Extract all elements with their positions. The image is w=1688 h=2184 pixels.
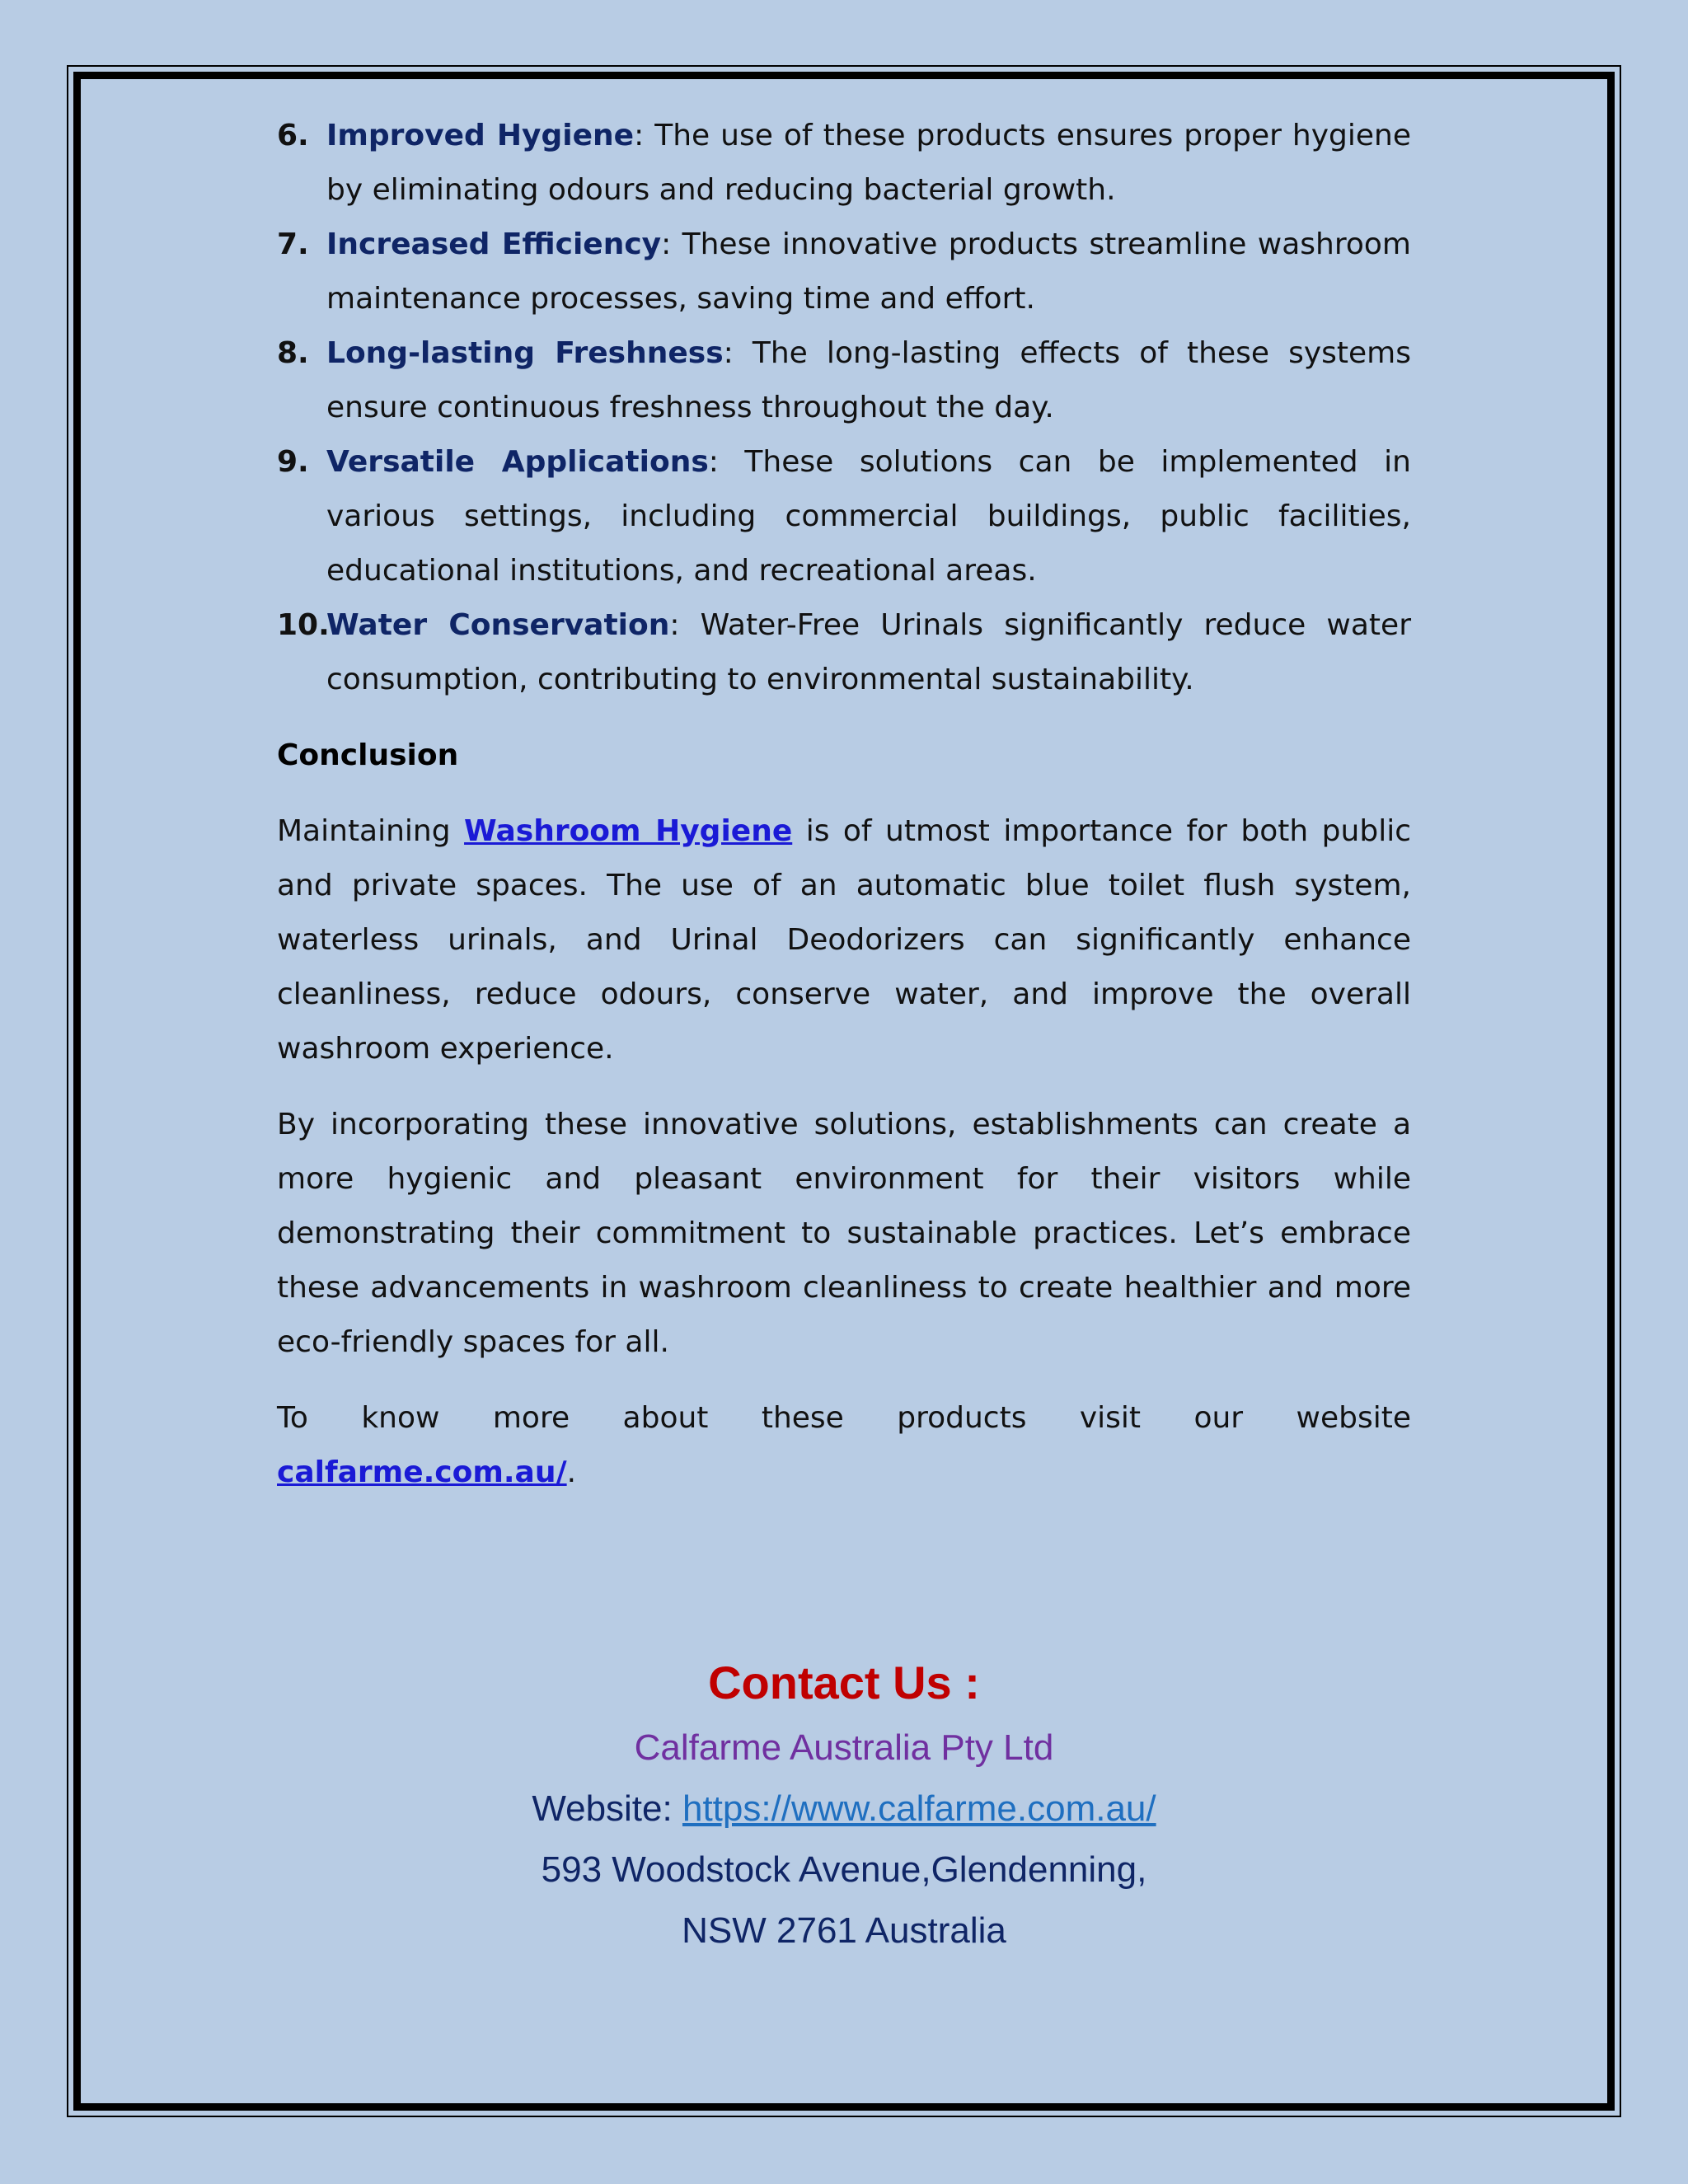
paragraph-text: To know more about these products visit our website: [277, 1401, 1411, 1435]
list-number: 6.: [277, 119, 309, 152]
list-number: 10.: [277, 608, 330, 642]
list-term: Increased Efficiency: [326, 227, 662, 261]
paragraph-text: is of utmost importance for both public and private spaces. The use of an automatic blue toilet flush system, waterless urinals, and Urinal Deodorizers can significantly enhance cleanliness, reduce odours, conserve water, and improve the overall washroom experience.: [277, 814, 1411, 1066]
website-label: Website:: [532, 1788, 682, 1829]
list-item: [277, 326, 1411, 435]
list-number: 8.: [277, 336, 309, 370]
list-term: Long-lasting Freshness: [326, 336, 724, 370]
list-item: [277, 598, 1411, 707]
washroom-hygiene-link[interactable]: Washroom Hygiene: [464, 814, 793, 848]
document-body: [277, 109, 1411, 1521]
contact-website: [73, 1782, 1615, 1836]
list-number: 7.: [277, 227, 309, 261]
contact-address-line-1: 593 Woodstock Avenue,Glendenning,: [541, 1849, 1147, 1890]
list-item: [277, 109, 1411, 218]
list-term: Versatile Applications: [326, 445, 709, 479]
conclusion-paragraph-3: [277, 1391, 1411, 1500]
list-text: : The use of these products ensures proper hygiene by eliminating odours and reducing bacterial growth.: [326, 119, 1412, 207]
paragraph-text: .: [566, 1455, 577, 1489]
website-url-link[interactable]: https://www.calfarme.com.au/: [682, 1788, 1156, 1829]
paragraph-link-line: [277, 1446, 1411, 1500]
list-item: [277, 218, 1411, 326]
conclusion-paragraph-1: [277, 804, 1411, 1076]
calfarme-website-link[interactable]: calfarme.com.au/: [277, 1455, 567, 1489]
paragraph-text: Maintaining: [277, 814, 465, 848]
list-text: : Water-Free Urinals significantly reduce water consumption, contributing to environmental sustainability.: [326, 608, 1411, 696]
conclusion-paragraph-2: By incorporating these innovative solutions, establishments can create a more hygienic and pleasant environment for their visitors while demonstrating their commitment to sustainable practices. Let’s embrace these advancements in washroom cleanliness to create healthier and more eco-friendly spaces for all.: [277, 1108, 1411, 1359]
conclusion-heading: Conclusion: [277, 738, 459, 772]
list-text: : These innovative products streamline washroom maintenance processes, saving time and effort.: [326, 227, 1411, 316]
list-term: Improved Hygiene: [326, 119, 635, 152]
list-number: 9.: [277, 445, 309, 479]
contact-address-line-2: NSW 2761 Australia: [682, 1910, 1006, 1951]
list-text: : The long-lasting effects of these systems ensure continuous freshness throughout the day.: [326, 336, 1412, 424]
list-term: Water Conservation: [326, 608, 670, 642]
list-item: [277, 435, 1411, 598]
contact-title: Contact Us :: [708, 1657, 980, 1708]
contact-company: Calfarme Australia Pty Ltd: [634, 1727, 1054, 1768]
list-text: : These solutions can be implemented in various settings, including commercial buildings, public facilities, educational institutions, and recreational areas.: [326, 445, 1411, 588]
